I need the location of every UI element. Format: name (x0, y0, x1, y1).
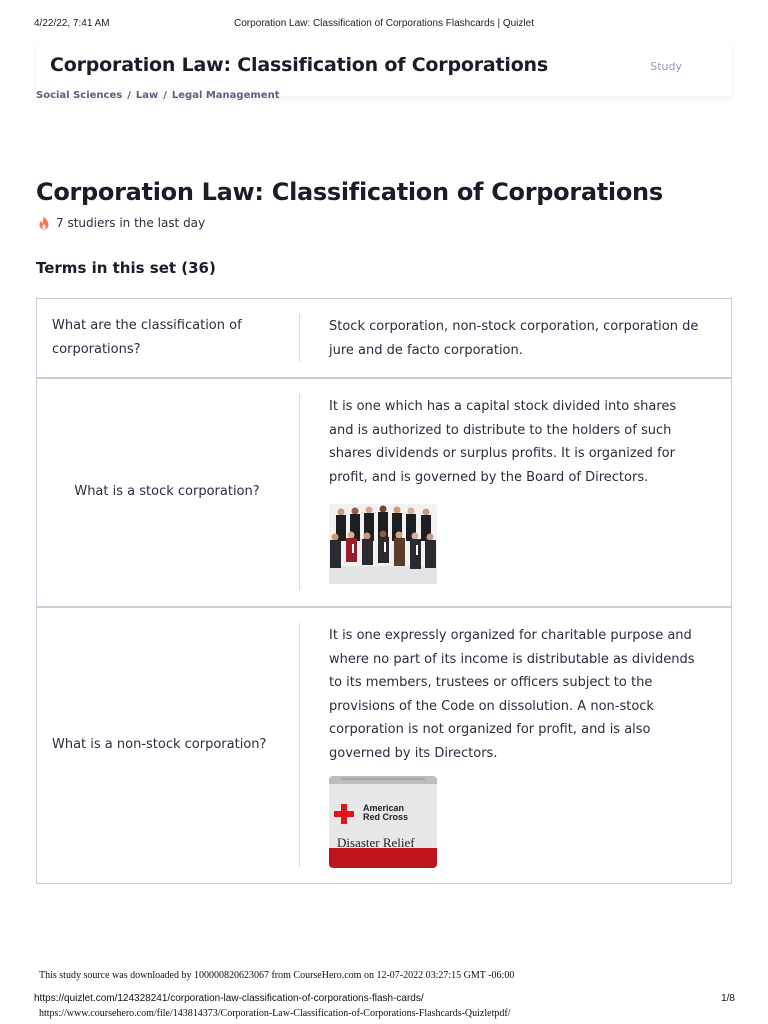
term-row (37, 608, 731, 883)
disaster-relief-caption: Disaster Relief (337, 835, 415, 850)
breadcrumb (36, 90, 279, 101)
term-row (37, 299, 731, 379)
breadcrumb-separator: / (163, 90, 167, 101)
definition-text: Stock corporation, non-stock corporation, corporation de jure and de facto corporation. (329, 319, 699, 358)
page-number: 1/8 (721, 993, 735, 1004)
print-header (0, 18, 768, 32)
row-divider (299, 623, 300, 867)
coursehero-url[interactable]: https://www.coursehero.com/file/143814373/Corporation-Law-Classification-of-Corporations-Flashcards-Quizletpdf/ (39, 1008, 511, 1019)
sticky-set-title: Corporation Law: Classification of Corporations (50, 54, 548, 76)
print-page-title: Corporation Law: Classification of Corporations Flashcards | Quizlet (234, 18, 534, 29)
coursehero-source-note: This study source was downloaded by 100000820623067 from CourseHero.com on 12-07-2022 03:27:15 GMT -06:00 (39, 970, 515, 981)
studiers-count (38, 216, 205, 230)
study-button[interactable]: Study (650, 60, 682, 73)
red-cross-photo (329, 776, 437, 868)
breadcrumb-legal-management[interactable]: Legal Management (171, 90, 280, 101)
term-text: What is a non-stock corporation? (52, 737, 267, 752)
breadcrumb-law[interactable]: Law (135, 90, 159, 101)
term-text: What are the classification of corporations? (52, 318, 242, 357)
term-text: What is a stock corporation? (74, 484, 260, 499)
studiers-text: 7 studiers in the last day (56, 216, 206, 230)
definition-text: It is one expressly organized for charitable purpose and where no part of its income is distributable as dividends to its members, trustees or officers subject to the provisions of the Code on dissolution. A non-stock corporation is not organized for profit, and is also governed by its Directors. (329, 628, 695, 761)
term-row (37, 379, 731, 608)
print-datetime: 4/22/22, 7:41 AM (34, 18, 110, 29)
page-title: Corporation Law: Classification of Corporations (36, 178, 663, 206)
quizlet-url[interactable]: https://quizlet.com/124328241/corporation-law-classification-of-corporations-flash-cards/ (34, 993, 424, 1004)
row-divider (299, 394, 300, 590)
business-people-photo (329, 504, 437, 584)
terms-heading: Terms in this set (36) (36, 259, 216, 277)
row-divider (299, 314, 300, 362)
breadcrumb-social-sciences[interactable]: Social Sciences (36, 90, 123, 101)
breadcrumb-separator: / (127, 90, 131, 101)
business-people-image (329, 504, 437, 584)
definition-text: It is one which has a capital stock divided into shares and is authorized to distribute to the holders of such shares dividends or surplus profits. It is organized for profit, and is governed by the Board of Directors. (329, 399, 677, 485)
red-cross-org-line1: American (363, 803, 405, 813)
terms-list (36, 298, 732, 884)
red-cross-org-line2: Red Cross (363, 812, 409, 822)
fire-icon (38, 216, 50, 230)
sticky-header (36, 40, 732, 96)
red-cross-image (329, 776, 437, 868)
